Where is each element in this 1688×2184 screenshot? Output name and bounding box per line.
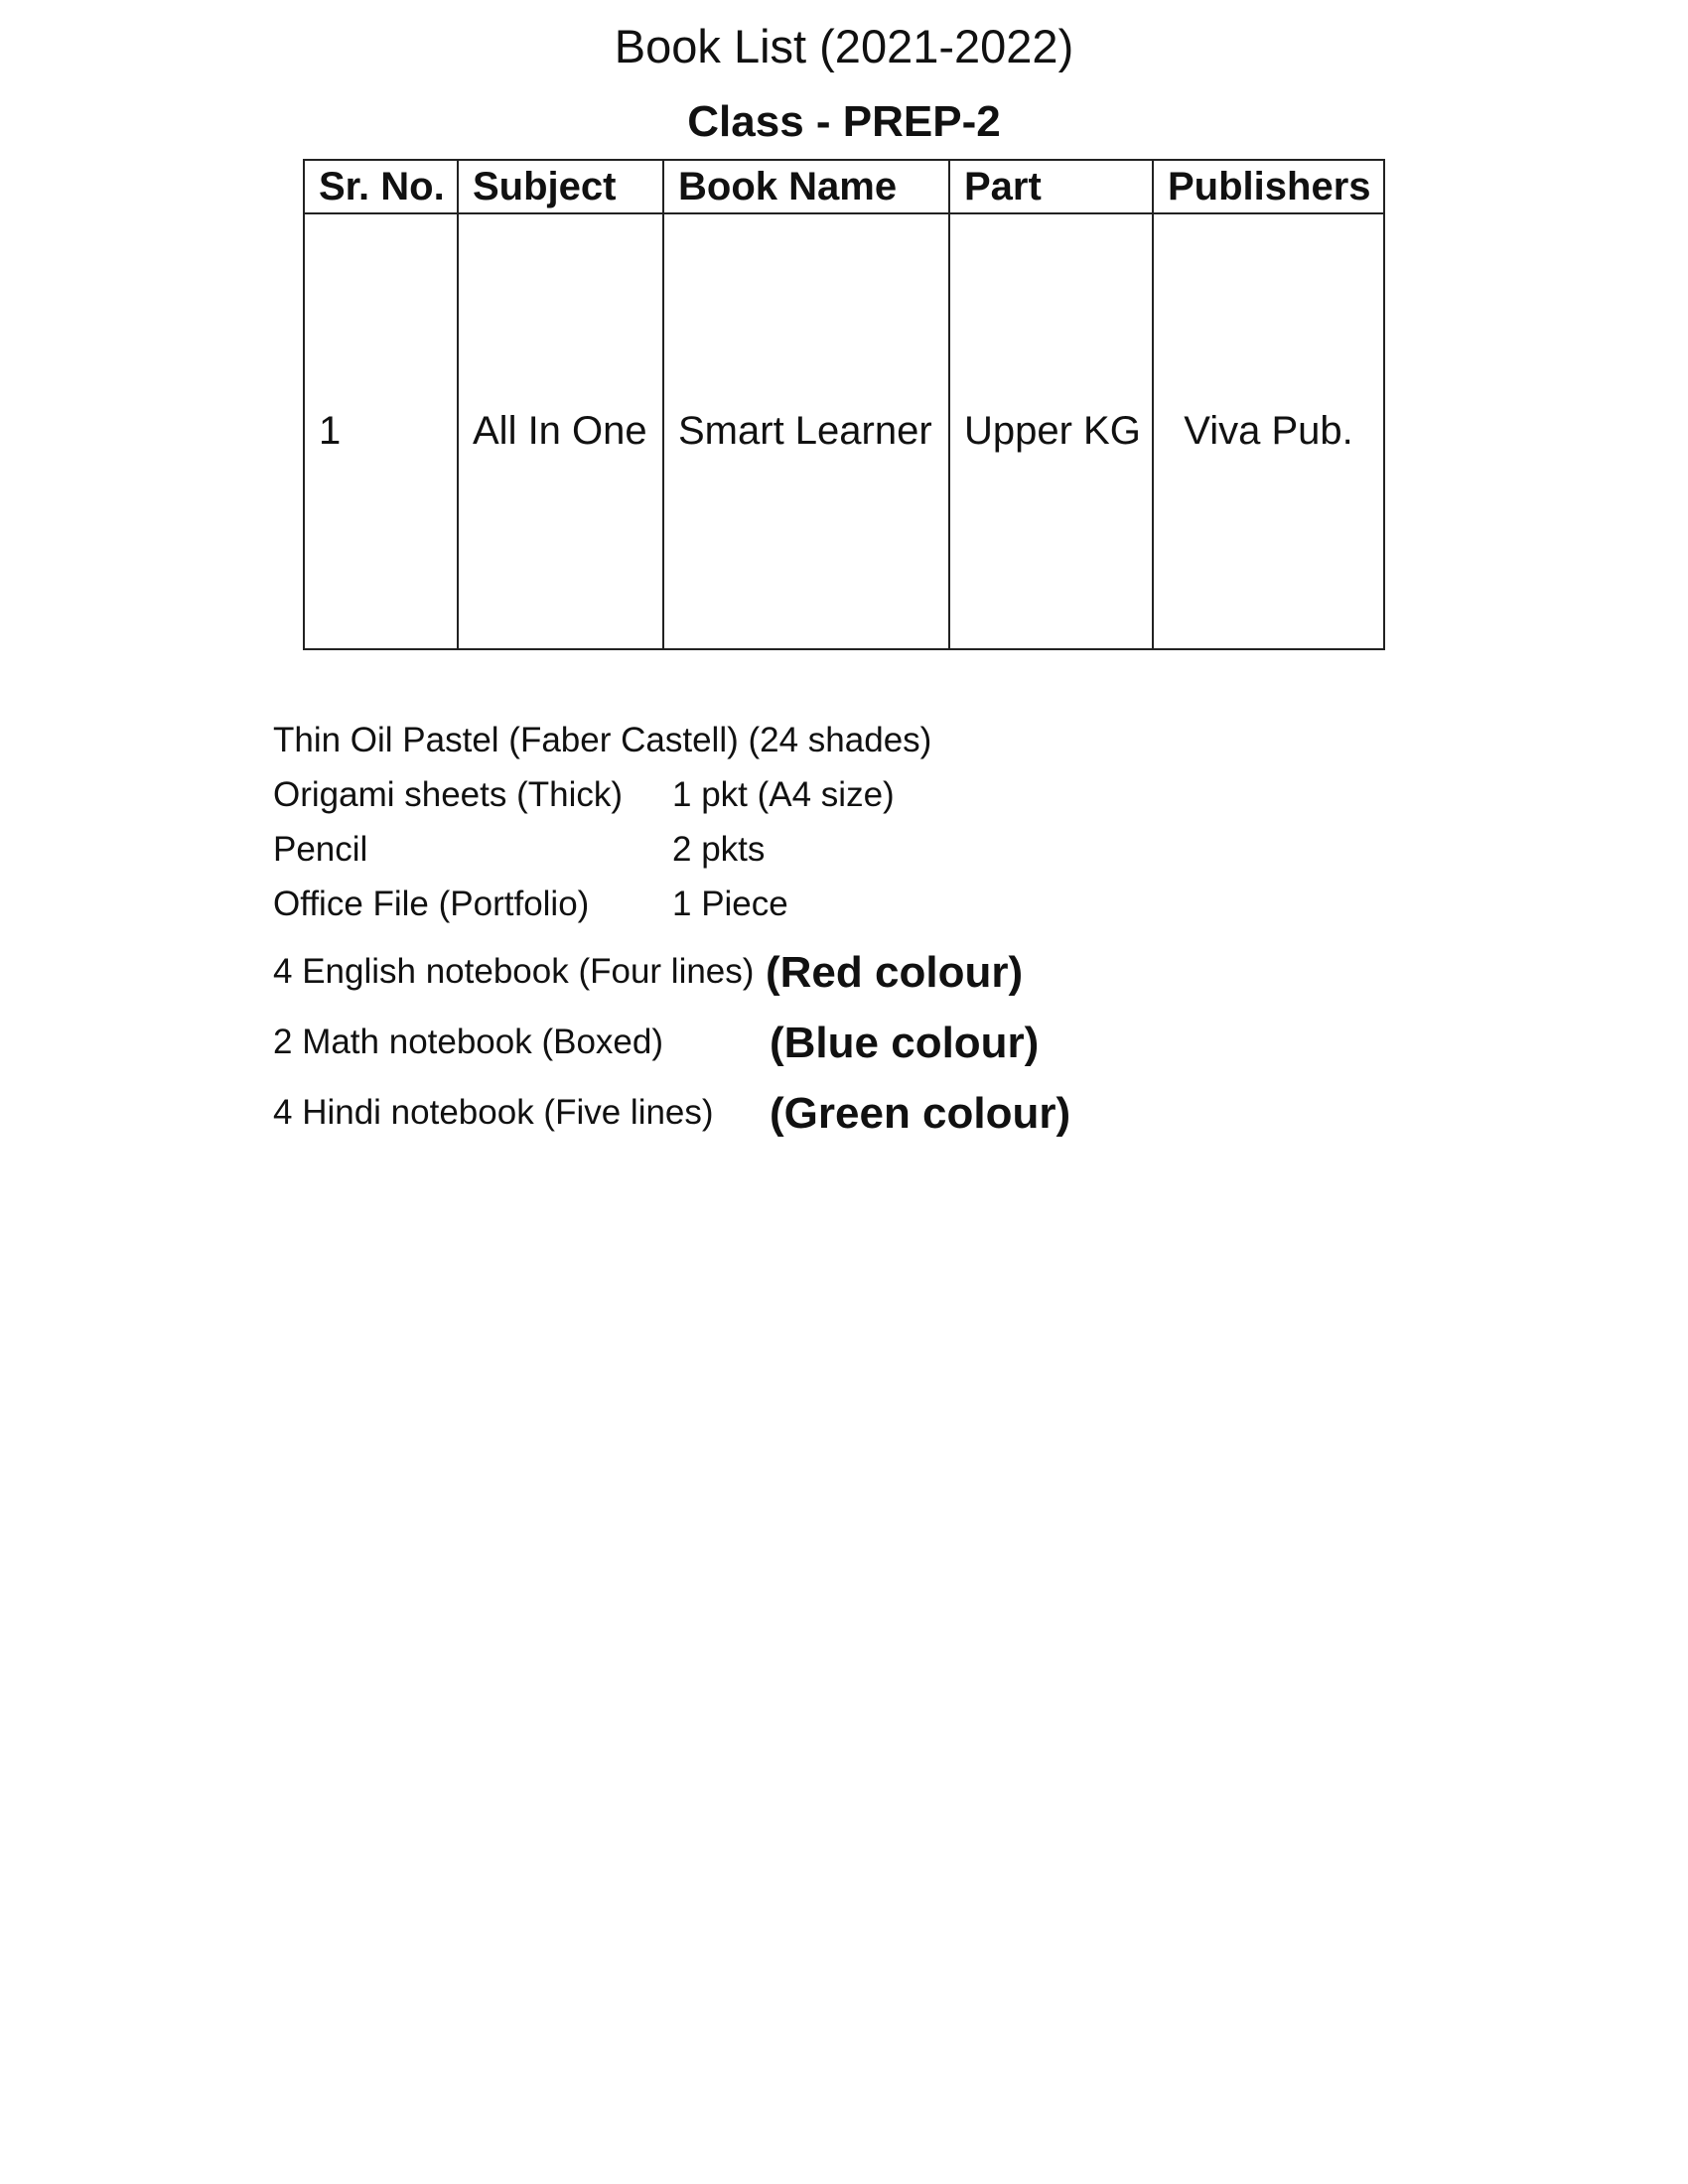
notebook-label: 2 Math notebook (Boxed) — [273, 1023, 664, 1061]
notebook-colour: (Blue colour) — [770, 1019, 1040, 1067]
cell-publishers: Viva Pub. — [1153, 213, 1384, 649]
column-header-part: Part — [949, 160, 1153, 213]
notebook-item — [273, 1010, 1040, 1080]
column-header-book-name: Book Name — [663, 160, 949, 213]
cell-part: Upper KG — [949, 213, 1153, 649]
notebook-item — [273, 939, 1024, 1010]
supply-item: Origami sheets (Thick) — [273, 775, 624, 814]
cell-sr-no: 1 — [304, 213, 458, 649]
page-title: Book List (2021-2022) — [614, 20, 1074, 72]
cell-book-name: Smart Learner — [663, 213, 949, 649]
supply-quantity: 2 pkts — [672, 830, 766, 869]
list-item — [273, 721, 931, 775]
notebook-item — [273, 1080, 1071, 1151]
cell-subject: All In One — [458, 213, 663, 649]
list-item — [273, 775, 931, 830]
table-row — [304, 213, 1384, 649]
list-item — [273, 885, 931, 939]
supply-item: Office File (Portfolio) — [273, 885, 590, 923]
notebook-label: 4 Hindi notebook (Five lines) — [273, 1093, 714, 1132]
notebook-colour: (Red colour) — [766, 948, 1024, 997]
class-heading: Class - PREP-2 — [687, 97, 1001, 146]
supply-item: Pencil — [273, 830, 368, 869]
column-header-subject: Subject — [458, 160, 663, 213]
column-header-publishers: Publishers — [1153, 160, 1384, 213]
notebook-label: 4 English notebook (Four lines) — [273, 952, 755, 991]
supply-item: Thin Oil Pastel (Faber Castell) (24 shades) — [273, 721, 932, 759]
supply-quantity: 1 Piece — [672, 885, 788, 923]
column-header-sr-no: Sr. No. — [304, 160, 458, 213]
list-item — [273, 830, 931, 885]
notebook-colour: (Green colour) — [770, 1089, 1071, 1138]
supply-quantity: 1 pkt (A4 size) — [672, 775, 895, 814]
supplies-list — [273, 721, 1071, 1151]
book-list-table — [303, 159, 1385, 650]
table-header-row — [304, 160, 1384, 213]
